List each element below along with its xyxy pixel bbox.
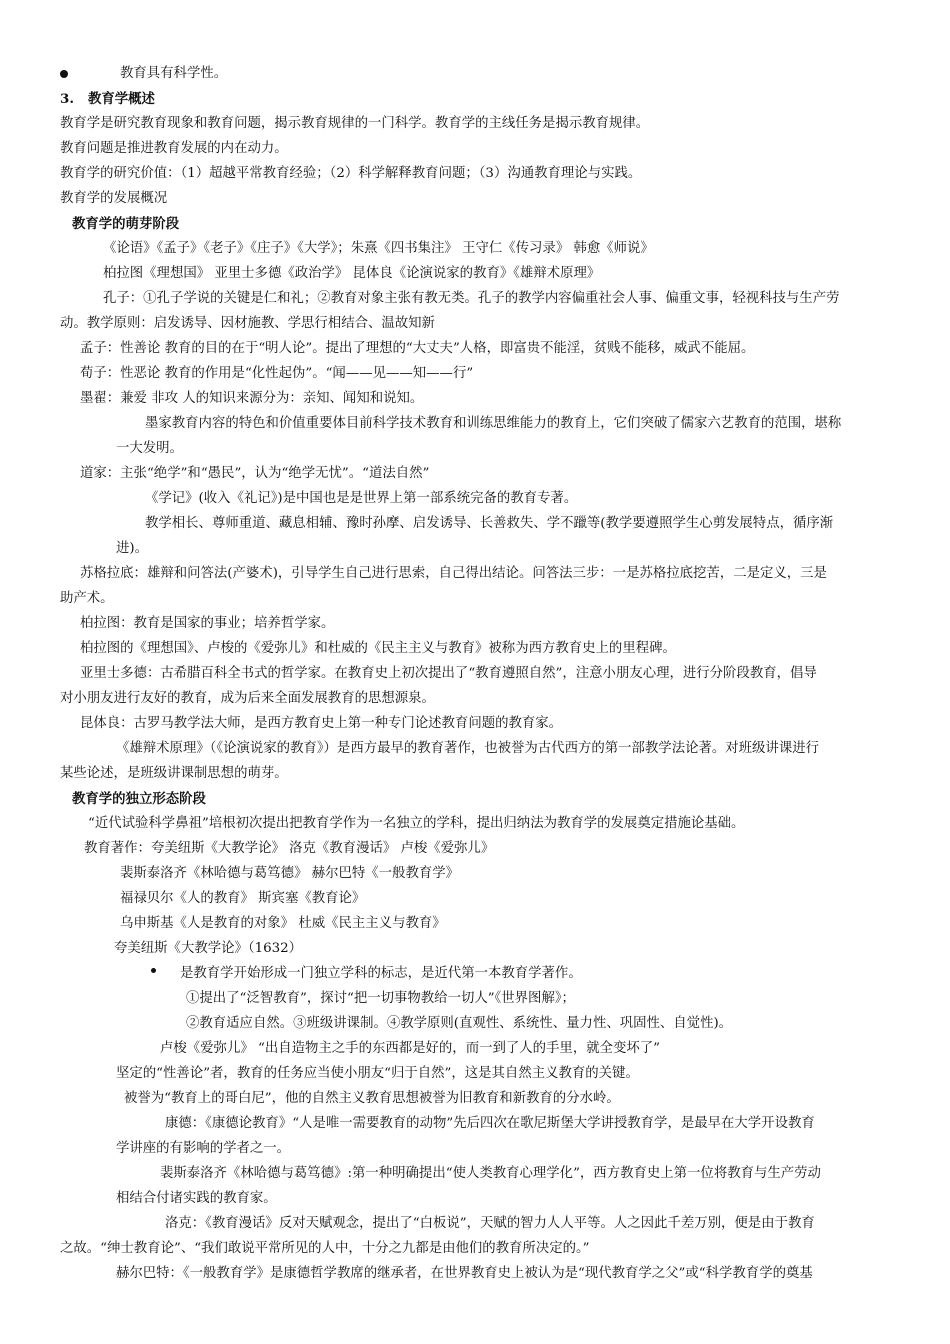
text-line: 是教育学开始形成一门独立学科的标志，是近代第一本教育学著作。 [180, 966, 582, 981]
subheading: 教育学的独立形态阶段 [72, 791, 206, 807]
text-line: 教育学的研究价值：（1）超越平常教育经验；（2）科学解释教育问题；（3）沟通教育理论与实践。 [60, 166, 642, 181]
text-line: 教育问题是推进教育发展的内在动力。 [60, 141, 288, 156]
text-line: 裴斯泰洛齐《林哈德与葛笃德》 赫尔巴特《一般教育学》 [120, 866, 460, 881]
text-line: 康德：《康德论教育》“人是唯一需要教育的动物”先后四次在歌尼斯堡大学讲授教育学，是最早在大学开设教育 [165, 1116, 815, 1131]
text-line: 苏格拉底：雄辩和问答法(产婆术)，引导学生自己进行思索，自己得出结论。问答法三步：一是苏格拉底挖苦，二是定义，三是 [80, 566, 827, 581]
text-line: 乌申斯基《人是教育的对象》 杜威《民主主义与教育》 [120, 916, 446, 931]
text-line: 荀子：性恶论 教育的作用是“化性起伪”。“闻——见——知——行” [80, 366, 474, 381]
text-line: 被誉为“教育上的哥白尼”，他的自然主义教育思想被誉为旧教育和新教育的分水岭。 [124, 1091, 620, 1106]
text-line: ②教育适应自然。③班级讲课制。④教学原则(直观性、系统性、量力性、巩固性、自觉性)。 [186, 1016, 733, 1031]
text-line: 夸美纽斯《大教学论》（1632） [114, 941, 303, 956]
text-line: 之故。“绅士教育论”、“我们敢说平常所见的人中，十分之九都是由他们的教育所决定的。” [60, 1241, 590, 1256]
text-line: 裴斯泰洛齐《林哈德与葛笃德》:第一种明确提出“使人类教育心理学化”，西方教育史上第一位将教育与生产劳动 [160, 1166, 821, 1181]
text-line: “近代试验科学鼻祖”培根初次提出把教育学作为一名独立的学科，提出归纳法为教育学的发展奠定措施论基础。 [88, 816, 745, 831]
text-line: 教育具有科学性。 [120, 66, 228, 81]
subheading: 教育学的萌芽阶段 [72, 216, 180, 232]
text-line: 柏拉图：教育是国家的事业；培养哲学家。 [80, 616, 335, 631]
text-line: 道家：主张“绝学”和“愚民”，认为“绝学无忧”。“道法自然” [80, 466, 430, 481]
text-line: 《学记》(收入《礼记》)是中国也是是世界上第一部系统完备的教育专著。 [145, 491, 578, 506]
text-line: 孟子：性善论 教育的目的在于“明人论”。提出了理想的“大丈夫”人格，即富贵不能淫，贫贱不能移，威武不能屈。 [80, 341, 755, 356]
text-line: 对小朋友进行友好的教育，成为后来全面发展教育的思想源泉。 [60, 691, 435, 706]
section-number: 3. [60, 91, 74, 107]
text-line: 教学相长、尊师重道、藏息相辅、豫时孙摩、启发诱导、长善救失、学不躐等(教学要遵照学生心剪发展特点，循序渐 [145, 516, 834, 531]
text-line: 进)。 [116, 541, 149, 556]
text-line: 助产术。 [60, 591, 114, 606]
text-line: 动。教学原则：启发诱导、因材施教、学思行相结合、温故知新 [60, 316, 435, 331]
text-line: 墨家教育内容的特色和价值重要体目前科学技术教育和训练思维能力的教育上，它们突破了儒家六艺教育的范围，堪称 [145, 416, 842, 431]
text-line: 柏拉图《理想国》 亚里士多德《政治学》 昆体良《论演说家的教育》《雄辩术原理》 [103, 266, 601, 281]
text-line: 教育著作：夸美纽斯《大教学论》 洛克《教育漫话》 卢梭《爱弥儿》 [84, 841, 495, 856]
text-line: 柏拉图的《理想国》、卢梭的《爱弥儿》和杜威的《民主主义与教育》被称为西方教育史上的里程碑。 [80, 641, 676, 656]
text-line: 某些论述，是班级讲课制思想的萌芽。 [60, 766, 288, 781]
section-heading: 教育学概述 [88, 91, 155, 107]
bullet-icon [60, 70, 68, 78]
text-line: 学讲座的有影响的学者之一。 [116, 1141, 291, 1156]
text-line: ①提出了“泛智教育”，探讨“把一切事物教给一切人”《世界图解》； [186, 991, 575, 1006]
text-line: 昆体良：古罗马教学法大师，是西方教育史上第一种专门论述教育问题的教育家。 [80, 716, 563, 731]
text-line: 《雄辩术原理》（《论演说家的教育》）是西方最早的教育著作，也被誉为古代西方的第一部教学法论著。对班级讲课进行 [116, 741, 819, 756]
text-line: 墨翟：兼爱 非攻 人的知识来源分为：亲知、闻知和说知。 [80, 391, 424, 406]
text-line: 孔子：①孔子学说的关键是仁和礼；②教育对象主张有教无类。孔子的教学内容偏重社会人事、偏重文事，轻视科技与生产劳 [103, 291, 840, 306]
text-line: 卢梭《爱弥儿》 “出自造物主之手的东西都是好的，而一到了人的手里，就全变坏了” [160, 1041, 661, 1056]
text-line: 洛克：《教育漫话》反对天赋观念，提出了“白板说”，天赋的智力人人平等。人之因此千差万别，便是由于教育 [165, 1216, 815, 1231]
text-line: 教育学是研究教育现象和教育问题，揭示教育规律的一门科学。教育学的主线任务是揭示教育规律。 [60, 116, 650, 131]
text-line: 福禄贝尔《人的教育》 斯宾塞《教育论》 [120, 891, 366, 906]
text-line: 坚定的“性善论”者，教育的任务应当使小朋友“归于自然”，这是其自然主义教育的关键。 [116, 1066, 639, 1081]
text-line: 亚里士多德：古希腊百科全书式的哲学家。在教育史上初次提出了“教育遵照自然”，注意小朋友心理，进行分阶段教育，倡导 [80, 666, 817, 681]
text-line: 相结合付诸实践的教育家。 [116, 1191, 277, 1206]
text-line: 教育学的发展概况 [60, 191, 168, 206]
text-line: 一大发明。 [116, 441, 183, 456]
text-line: 赫尔巴特：《一般教育学》是康德哲学教席的继承者，在世界教育史上被认为是“现代教育学之父”或“科学教育学的奠基 [116, 1266, 813, 1281]
bullet-icon [151, 968, 156, 973]
text-line: 《论语》《孟子》《老子》《庄子》《大学》；朱熹《四书集注》 王守仁《传习录》 韩愈《师说》 [103, 241, 654, 256]
